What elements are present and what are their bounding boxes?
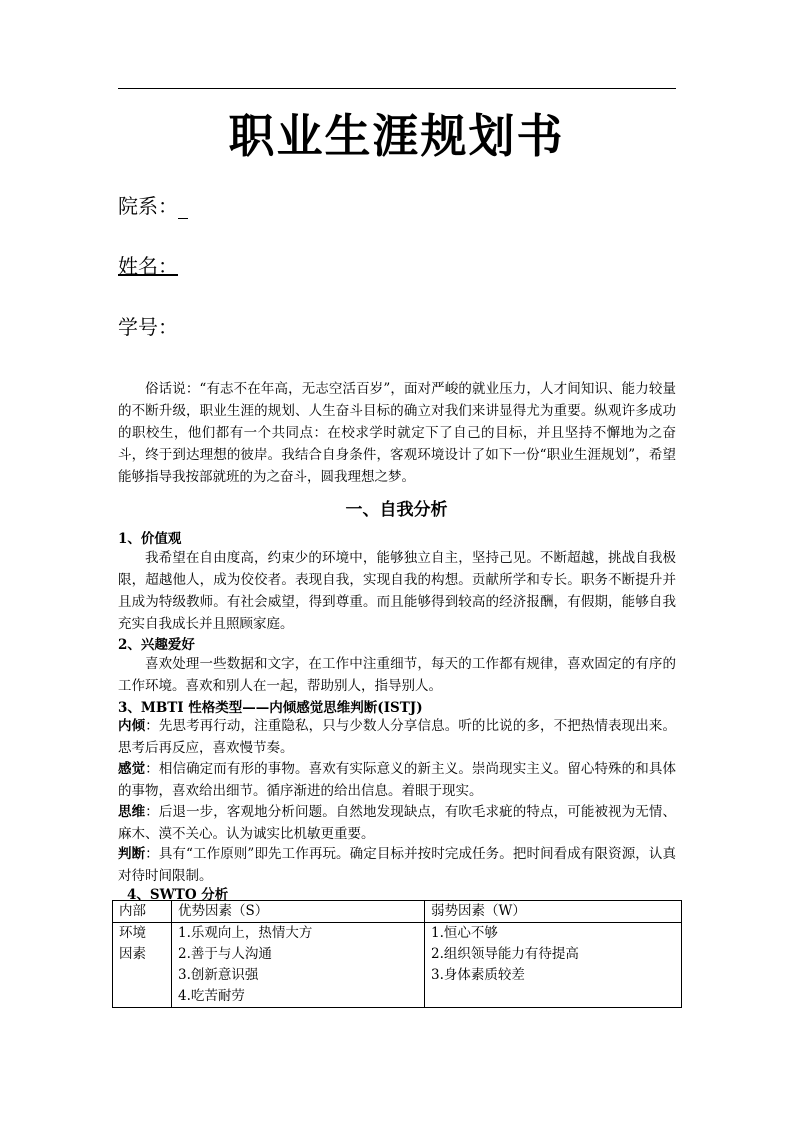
swot-row-label-line: 因素 bbox=[119, 946, 146, 962]
swot-row-label-line: 环境 bbox=[119, 925, 146, 941]
values-paragraph: 我希望在自由度高，约束少的环境中，能够独立自主，坚持己见。不断超越，挑战自我极限，超越他人，成为佼佼者。表现自我，实现自我的构想。贡献所学和专长。职务不断提升并且成为特级教师。有社会威望，得到尊重。而且能够得到较高的经济报酬，有假期，能够自我充实自我成长并且照顾家庭。 bbox=[118, 550, 676, 632]
mbti-thinking bbox=[118, 801, 676, 845]
hobbies-heading: 2、兴趣爱好 bbox=[118, 637, 195, 653]
hobbies-paragraph: 喜欢处理一些数据和文字，在工作中注重细节，每天的工作都有规律，喜欢固定的有序的工作环境。喜欢和别人在一起，帮助别人，指导别人。 bbox=[118, 656, 676, 694]
weakness-item: 1.恒心不够 bbox=[431, 925, 498, 941]
section-self-analysis-title: 一、自我分析 bbox=[345, 500, 448, 520]
mbti-judging bbox=[118, 843, 676, 887]
weakness-item: 3.身体素质较差 bbox=[431, 967, 525, 983]
mbti-desc: ：后退一步，客观地分析问题。自然地发现缺点，有吹毛求疵的特点，可能被视为无情、麻木、漠不关心。认为诚实比机敏更重要。 bbox=[118, 804, 677, 842]
values-heading: 1、价值观 bbox=[118, 531, 182, 547]
strengths-header: 优势因素（S） bbox=[172, 901, 425, 923]
mbti-introversion bbox=[118, 715, 676, 759]
swot-row-label-top: 内部 bbox=[113, 901, 172, 923]
mbti-heading: 3、MBTI 性格类型——内倾感觉思维判断(ISTJ) bbox=[118, 700, 423, 716]
strength-item: 2.善于与人沟通 bbox=[178, 946, 272, 962]
top-rule bbox=[118, 88, 676, 89]
weakness-item: 2.组织领导能力有待提高 bbox=[431, 946, 579, 962]
mbti-term: 思维 bbox=[118, 804, 146, 820]
strength-item: 1.乐观向上，热情大方 bbox=[178, 925, 313, 941]
swot-heading: 4、SWTO 分析 bbox=[127, 887, 229, 903]
swot-header-row bbox=[113, 901, 682, 923]
mbti-sensing bbox=[118, 758, 676, 802]
strengths-cell bbox=[172, 923, 425, 1008]
student-id-label: 学号： bbox=[118, 315, 178, 339]
swot-table bbox=[112, 900, 682, 1008]
mbti-desc: ：先思考再行动，注重隐私，只与少数人分享信息。听的比说的多，不把热情表现出来。思考后再反应，喜欢慢节奏。 bbox=[118, 718, 677, 756]
strength-item: 4.吃苦耐劳 bbox=[178, 988, 245, 1004]
intro-paragraph: 俗话说：“有志不在年高，无志空活百岁”，面对严峻的就业压力，人才间知识、能力较量的不断升级，职业生涯的规划、人生奋斗目标的确立对我们来讲显得尤为重要。纵观许多成功的职校生，他们都有一个共同点：在校求学时就定下了自己的目标，并且坚持不懈地为之奋斗，终于到达理想的彼岸。我结合自身条件，客观环境设计了如下一份“职业生涯规划”，希望能够指导我按部就班的为之奋斗，圆我理想之梦。 bbox=[118, 381, 676, 485]
department-field bbox=[118, 190, 188, 219]
swot-content-row bbox=[113, 923, 682, 1008]
department-blank bbox=[178, 198, 188, 219]
mbti-term: 感觉 bbox=[118, 761, 146, 777]
weaknesses-cell bbox=[425, 923, 682, 1008]
name-field bbox=[118, 250, 178, 279]
mbti-desc: ：相信确定而有形的事物。喜欢有实际意义的新主义。崇尚现实主义。留心特殊的和具体的事物，喜欢给出细节。循序渐进的给出信息。着眼于现实。 bbox=[118, 761, 677, 799]
mbti-desc: ：具有“工作原则”即先工作再玩。确定目标并按时完成任务。把时间看成有限资源，认真对待时间限制。 bbox=[118, 846, 677, 884]
mbti-term: 判断 bbox=[118, 846, 146, 862]
name-label: 姓名： bbox=[118, 254, 178, 278]
swot-row-label bbox=[113, 923, 172, 1008]
department-label: 院系： bbox=[118, 194, 178, 218]
mbti-term: 内倾 bbox=[118, 718, 146, 734]
weaknesses-header: 弱势因素（W） bbox=[425, 901, 682, 923]
document-title: 职业生涯规划书 bbox=[228, 109, 565, 163]
strength-item: 3.创新意识强 bbox=[178, 967, 259, 983]
student-id-field bbox=[118, 311, 178, 340]
